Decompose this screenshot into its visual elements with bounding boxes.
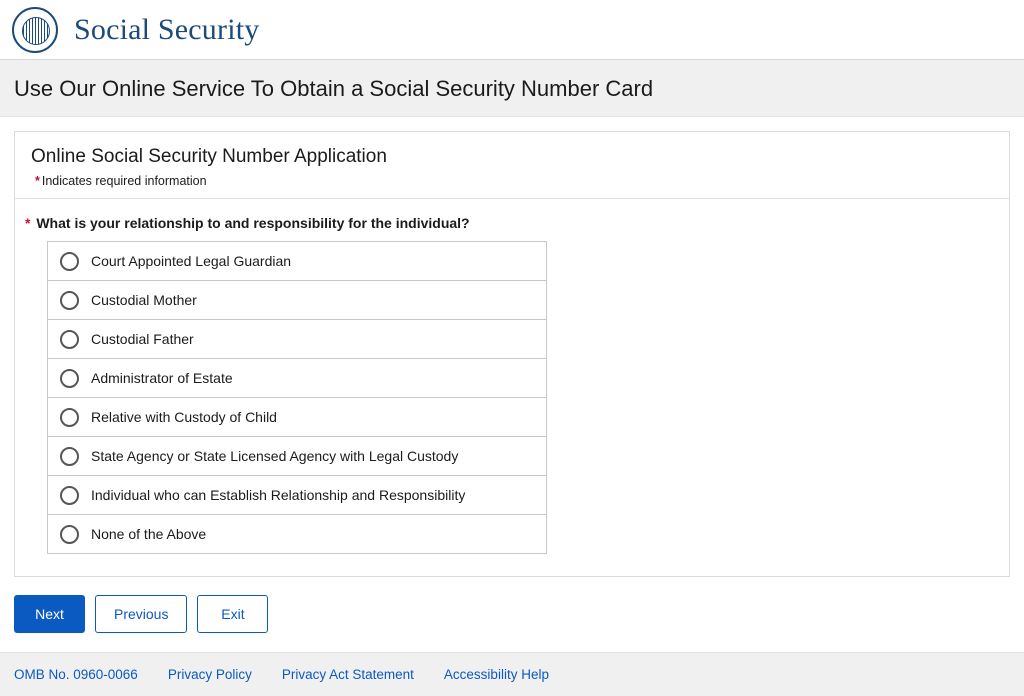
radio-option-label: Relative with Custody of Child xyxy=(91,409,277,425)
page-footer xyxy=(0,652,1024,696)
radio-circle-icon[interactable] xyxy=(60,369,79,388)
radio-option-individual-who-can-establish-relationship[interactable] xyxy=(48,476,546,515)
card-title: Online Social Security Number Application xyxy=(31,146,387,167)
radio-option-label: Custodial Father xyxy=(91,331,194,347)
omb-number: OMB No. 0960-0066 xyxy=(14,667,138,682)
next-button[interactable]: Next xyxy=(14,595,85,633)
radio-circle-icon[interactable] xyxy=(60,330,79,349)
required-information-note xyxy=(31,174,993,188)
radio-option-state-agency-with-legal-custody[interactable] xyxy=(48,437,546,476)
question-text: What is your relationship to and responsibility for the individual? xyxy=(36,215,470,231)
radio-option-custodial-father[interactable] xyxy=(48,320,546,359)
radio-circle-icon[interactable] xyxy=(60,486,79,505)
card-body xyxy=(15,199,1009,576)
radio-circle-icon[interactable] xyxy=(60,408,79,427)
previous-button[interactable]: Previous xyxy=(95,595,187,633)
radio-option-court-appointed-legal-guardian[interactable] xyxy=(48,242,546,281)
radio-option-label: Custodial Mother xyxy=(91,292,197,308)
site-header xyxy=(0,0,1024,60)
required-asterisk-icon: * xyxy=(25,215,31,231)
radio-option-label: Administrator of Estate xyxy=(91,370,233,386)
radio-option-none-of-the-above[interactable] xyxy=(48,515,546,554)
radio-option-label: Court Appointed Legal Guardian xyxy=(91,253,292,269)
footer-link-accessibility-help[interactable]: Accessibility Help xyxy=(443,667,549,682)
card-header xyxy=(15,132,1009,199)
radio-option-label: State Agency or State Licensed Agency with Legal Custody xyxy=(91,448,459,464)
question-label xyxy=(25,215,993,231)
footer-link-privacy-act-statement[interactable]: Privacy Act Statement xyxy=(281,667,414,682)
application-card xyxy=(14,131,1010,577)
footer-link-privacy-policy[interactable]: Privacy Policy xyxy=(167,667,252,682)
radio-circle-icon[interactable] xyxy=(60,252,79,271)
radio-circle-icon[interactable] xyxy=(60,291,79,310)
relationship-radio-group[interactable] xyxy=(47,241,547,554)
required-note-text: Indicates required information xyxy=(41,174,207,188)
radio-option-administrator-of-estate[interactable] xyxy=(48,359,546,398)
page-title-band xyxy=(0,60,1024,117)
radio-option-custodial-mother[interactable] xyxy=(48,281,546,320)
required-asterisk-icon: * xyxy=(35,174,40,188)
brand-title: Social Security xyxy=(74,12,260,46)
radio-option-label: Individual who can Establish Relationship and Responsibility xyxy=(91,487,466,503)
radio-option-relative-with-custody-of-child[interactable] xyxy=(48,398,546,437)
ssa-seal-icon xyxy=(12,7,58,53)
radio-circle-icon[interactable] xyxy=(60,525,79,544)
radio-option-label: None of the Above xyxy=(91,526,207,542)
form-button-row xyxy=(0,577,1024,633)
page-title: Use Our Online Service To Obtain a Social Security Number Card xyxy=(14,76,654,101)
exit-button[interactable]: Exit xyxy=(197,595,268,633)
radio-circle-icon[interactable] xyxy=(60,447,79,466)
